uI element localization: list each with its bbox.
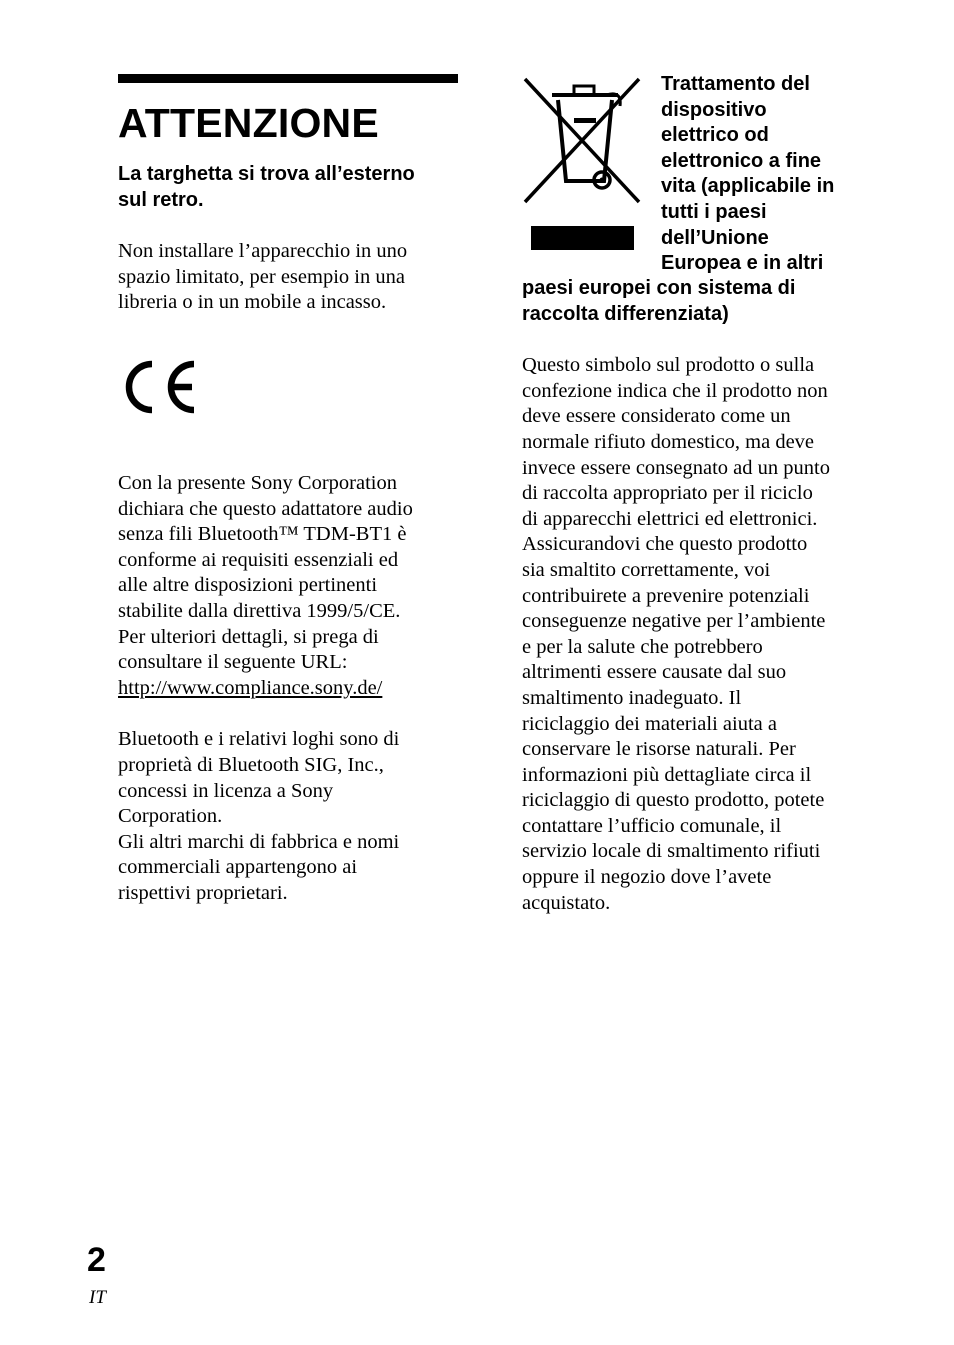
title-rule <box>118 74 458 83</box>
ce-mark-icon <box>118 358 458 416</box>
right-column <box>522 72 862 916</box>
weee-heading-part2: paesi europei con sistema di raccolta differenziata) <box>522 277 796 325</box>
language-code: IT <box>89 1287 106 1308</box>
declaration-of-conformity: Con la presente Sony Corporation dichiara che questo adattatore audio senza fili Bluetooth™ TDM-BT1 è conforme ai requisiti essenziali ed alle altre disposizioni pertinenti stabilite dalla direttiva 1999/5/CE. Per ulteriori dettagli, si prega di consultare il seguente URL: <box>118 471 413 674</box>
trademark-notice: Bluetooth e i relativi loghi sono di proprietà di Bluetooth SIG, Inc., concessi in licenza a Sony Corporation. Gli altri marchi di fabbrica e nomi commerciali appartengono ai rispettivi proprietari. <box>118 728 400 904</box>
page-title: ATTENZIONE <box>118 100 379 146</box>
left-column <box>118 74 458 906</box>
crossed-out-wheelie-bin-icon <box>522 76 644 206</box>
installation-warning: Non installare l’apparecchio in uno spazio limitato, per esempio in una libreria o in un mobile a incasso. <box>118 240 408 314</box>
weee-black-bar <box>531 226 634 250</box>
weee-header <box>522 72 862 276</box>
weee-disposal-text: Questo simbolo sul prodotto o sulla confezione indica che il prodotto non deve essere considerato come un normale rifiuto domestico, ma deve invece essere consegnato ad un punto di raccolta appropriato per il riciclo di apparecchi elettrici ed elettronici. Assicurandovi che questo prodotto sia smaltito correttamente, voi contribuirete a prevenire potenziali conseguenze negative per l’ambiente e per la salute che potrebbero altrimenti essere causate dal suo smaltimento inadeguato. Il riciclaggio dei materiali aiuta a conservare le risorse naturali. Per informazioni più dettagliate circa il riciclaggio di questo prodotto, potete contattare l’ufficio comunale, il servizio locale di smaltimento rifiuti oppure il negozio dove l’avete acquistato. <box>522 354 830 914</box>
weee-heading-part1: Trattamento del dispositivo elettrico od elettronico a fine vita (applicabile in tutti i paesi dell’Unione Europea e in altri <box>661 73 835 275</box>
page-number: 2 <box>87 1241 106 1279</box>
label-location-heading: La targhetta si trova all’esterno sul retro. <box>118 163 415 211</box>
compliance-url-link[interactable]: http://www.compliance.sony.de/ <box>118 676 383 699</box>
